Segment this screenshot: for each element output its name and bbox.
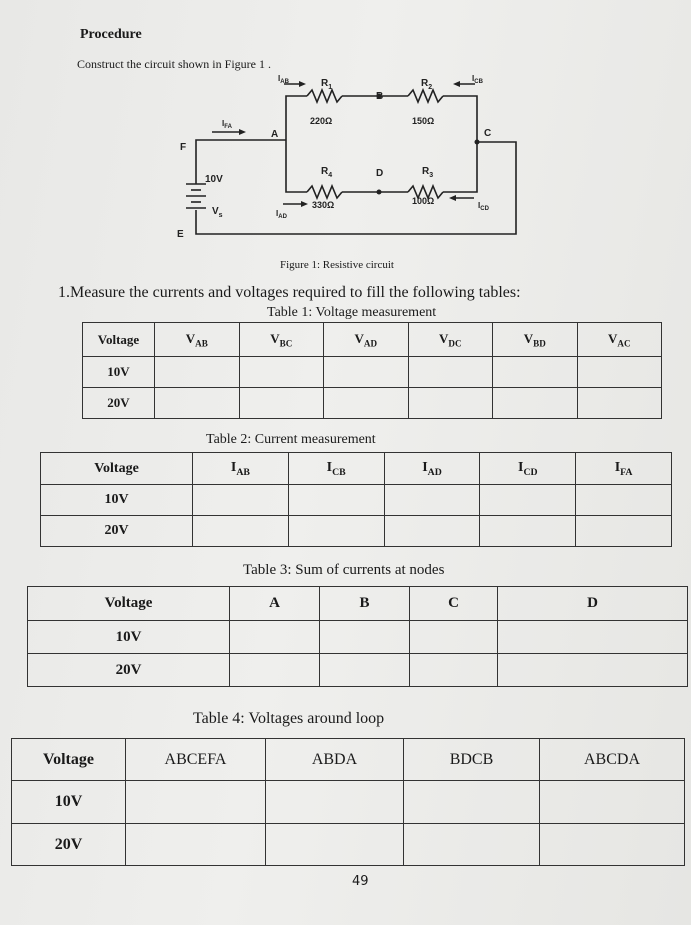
source-label: $V_s$: [212, 206, 223, 219]
table-row: [12, 824, 685, 866]
table3-row-label: 20V: [28, 654, 230, 687]
table4-cell[interactable]: [266, 824, 404, 866]
table4-col-abcda: ABCDA: [540, 739, 685, 781]
table3-cell[interactable]: [320, 621, 410, 654]
table1-cell[interactable]: [577, 357, 662, 388]
wire-c-top: [443, 96, 477, 142]
table1-cell[interactable]: [239, 357, 324, 388]
node-c-dot: [475, 140, 480, 145]
current-iab-label: $I_{AB}$: [278, 74, 289, 85]
table4-row-label: 10V: [12, 781, 126, 824]
node-e-label: E: [177, 229, 184, 240]
table3-cell[interactable]: [498, 654, 688, 687]
table1-cell[interactable]: [155, 357, 240, 388]
table3-row-label: 10V: [28, 621, 230, 654]
table2-col-icb: $I_{CB}$: [288, 453, 384, 485]
table4-cell[interactable]: [540, 781, 685, 824]
table4-cell[interactable]: [540, 824, 685, 866]
table1-caption: Table 1: Voltage measurement: [267, 305, 437, 320]
table3-cell[interactable]: [230, 621, 320, 654]
voltage-measurement-table: [82, 322, 662, 419]
wire-c-bottom: [443, 142, 477, 192]
table-header-row: [12, 739, 685, 781]
table-row: [83, 388, 662, 419]
table4-cell[interactable]: [266, 781, 404, 824]
node-c-label: C: [484, 128, 492, 139]
table3-col-c: C: [410, 587, 498, 621]
table1-cell[interactable]: [408, 388, 493, 419]
wire-a-bottom: [286, 140, 307, 192]
resistor-r4-symbol: [307, 186, 342, 198]
table1-cell[interactable]: [324, 388, 409, 419]
r2-label: $R_2$: [421, 78, 433, 91]
table2-caption: Table 2: Current measurement: [206, 432, 376, 447]
table1-col-vbc: $V_{BC}$: [239, 323, 324, 357]
table3-cell[interactable]: [410, 621, 498, 654]
table-header-row: [28, 587, 688, 621]
table4-caption: Table 4: Voltages around loop: [193, 710, 385, 727]
table-row: [41, 485, 672, 516]
r3-value: 100Ω: [412, 196, 435, 206]
table-row: [28, 654, 688, 687]
table2-cell[interactable]: [193, 516, 289, 547]
table3-cell[interactable]: [410, 654, 498, 687]
table2-cell[interactable]: [576, 516, 672, 547]
procedure-heading: Procedure: [80, 27, 142, 42]
node-b-label: B: [376, 91, 384, 102]
table3-corner: Voltage: [28, 587, 230, 621]
table2-cell[interactable]: [193, 485, 289, 516]
table2-col-iad: $I_{AD}$: [384, 453, 480, 485]
table4-cell[interactable]: [126, 824, 266, 866]
wire-a-top: [286, 96, 307, 140]
current-iad-label: $I_{AD}$: [276, 209, 287, 220]
table-header-row: [41, 453, 672, 485]
table1-cell[interactable]: [408, 357, 493, 388]
table1-corner: Voltage: [83, 323, 155, 357]
table2-corner: Voltage: [41, 453, 193, 485]
table4-cell[interactable]: [404, 781, 540, 824]
table3-caption: Table 3: Sum of currents at nodes: [243, 562, 445, 578]
table1-cell[interactable]: [493, 388, 578, 419]
resistor-r2-symbol: [408, 90, 443, 102]
table3-cell[interactable]: [498, 621, 688, 654]
current-measurement-table: [40, 452, 672, 547]
table1-col-vab: $V_{AB}$: [155, 323, 240, 357]
table4-cell[interactable]: [404, 824, 540, 866]
figure-caption: Figure 1: Resistive circuit: [280, 259, 394, 271]
table3-col-a: A: [230, 587, 320, 621]
loop-voltages-table: [11, 738, 685, 866]
table4-col-abcefa: ABCEFA: [126, 739, 266, 781]
node-d-dot: [377, 190, 382, 195]
table2-row-label: 20V: [41, 516, 193, 547]
node-a-label: A: [271, 129, 279, 140]
instruction-text: Construct the circuit shown in Figure 1 .: [77, 57, 271, 71]
question-text: 1.Measure the currents and voltages required to fill the following tables:: [58, 284, 521, 301]
table1-cell[interactable]: [577, 388, 662, 419]
table1-cell[interactable]: [493, 357, 578, 388]
table-header-row: [83, 323, 662, 357]
source-value: 10V: [205, 174, 223, 185]
table4-col-bdcb: BDCB: [404, 739, 540, 781]
table1-col-vac: $V_{AC}$: [577, 323, 662, 357]
table3-col-d: D: [498, 587, 688, 621]
table2-cell[interactable]: [288, 485, 384, 516]
table-row: [83, 357, 662, 388]
r2-value: 150Ω: [412, 116, 435, 126]
table4-row-label: 20V: [12, 824, 126, 866]
table2-cell[interactable]: [288, 516, 384, 547]
current-icd-label: $I_{CD}$: [478, 201, 489, 212]
r1-label: $R_1$: [321, 78, 333, 91]
table1-cell[interactable]: [324, 357, 409, 388]
table2-row-label: 10V: [41, 485, 193, 516]
table3-col-b: B: [320, 587, 410, 621]
page-number: 49: [352, 874, 369, 889]
r3-label: $R_3$: [422, 166, 434, 179]
node-f-label: F: [180, 142, 187, 153]
table2-cell[interactable]: [384, 516, 480, 547]
table1-row-label: 20V: [83, 388, 155, 419]
table-row: [12, 781, 685, 824]
table2-cell[interactable]: [576, 485, 672, 516]
table-row: [41, 516, 672, 547]
node-currents-table: [27, 586, 688, 687]
table1-cell[interactable]: [155, 388, 240, 419]
table3-cell[interactable]: [230, 654, 320, 687]
current-ifa-label: $I_{FA}$: [222, 119, 232, 130]
table1-row-label: 10V: [83, 357, 155, 388]
table1-col-vad: $V_{AD}$: [324, 323, 409, 357]
table4-corner: Voltage: [12, 739, 126, 781]
current-icb-label: $I_{CB}$: [472, 74, 483, 85]
table4-col-abda: ABDA: [266, 739, 404, 781]
table-row: [28, 621, 688, 654]
table2-col-ifa: $I_{FA}$: [576, 453, 672, 485]
table1-col-vdc: $V_{DC}$: [408, 323, 493, 357]
circuit-diagram: [150, 74, 530, 254]
r4-value: 330Ω: [312, 200, 335, 210]
table4-cell[interactable]: [126, 781, 266, 824]
resistor-r1-symbol: [307, 90, 342, 102]
table2-cell[interactable]: [480, 485, 576, 516]
r4-label: $R_4$: [321, 166, 333, 179]
table1-col-vbd: $V_{BD}$: [493, 323, 578, 357]
table2-cell[interactable]: [480, 516, 576, 547]
r1-value: 220Ω: [310, 116, 333, 126]
wire-e-c: [196, 142, 516, 234]
table2-col-icd: $I_{CD}$: [480, 453, 576, 485]
table1-cell[interactable]: [239, 388, 324, 419]
table2-col-iab: $I_{AB}$: [193, 453, 289, 485]
table2-cell[interactable]: [384, 485, 480, 516]
table3-cell[interactable]: [320, 654, 410, 687]
node-d-label: D: [376, 168, 384, 179]
